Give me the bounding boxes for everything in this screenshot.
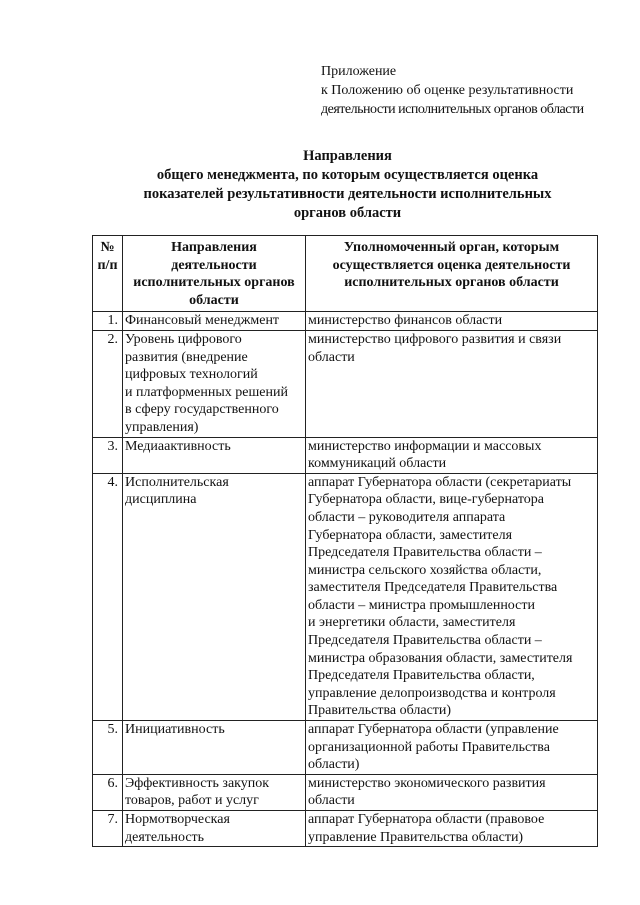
direction-line: цифровых технологий — [125, 367, 258, 383]
authority-line: министерство информации и массовых — [308, 438, 542, 454]
authority-line: коммуникаций области — [308, 456, 447, 472]
header-line: исполнительных органов области — [344, 275, 559, 291]
direction-cell — [123, 774, 306, 810]
direction-cell — [123, 811, 306, 847]
authority-line: Председателя Правительства области – — [308, 633, 542, 649]
title-line-3: показателей результативности деятельности исполнительных — [143, 186, 552, 202]
direction-cell — [123, 721, 306, 775]
authority-line: Губернатора области, заместителя — [308, 527, 513, 543]
table-row — [93, 774, 598, 810]
direction-line: Финансовый менеджмент — [125, 313, 280, 329]
title-line-4: органов области — [293, 205, 402, 221]
row-number: 6. — [93, 774, 123, 810]
authority-line: организационной работы Правительства — [308, 739, 550, 755]
appendix-line-1: Приложение — [321, 64, 397, 79]
direction-line: развития (внедрение — [125, 349, 248, 365]
direction-line: дисциплина — [125, 492, 197, 508]
authority-cell — [306, 437, 598, 473]
authority-line: Председателя Правительства области – — [308, 545, 542, 561]
table-row — [93, 811, 598, 847]
authority-cell — [306, 721, 598, 775]
authority-cell — [306, 774, 598, 810]
header-line: Уполномоченный орган, которым — [343, 240, 560, 255]
direction-cell — [123, 473, 306, 720]
appendix-note — [321, 62, 584, 119]
authority-line: министра образования области, заместителя — [308, 650, 573, 666]
authority-line: министра сельского хозяйства области, — [308, 562, 542, 578]
authority-cell — [306, 811, 598, 847]
header-line: области — [189, 292, 239, 308]
authority-line: управление Правительства области) — [308, 829, 524, 845]
direction-line: в сферу государственного — [125, 402, 279, 418]
header-num — [93, 236, 123, 312]
authority-line: аппарат Губернатора области (секретариаты — [308, 474, 572, 490]
table-header-row — [93, 236, 598, 312]
direction-line: управления) — [125, 419, 199, 435]
authority-line: области – министра промышленности — [308, 597, 535, 613]
direction-line: Уровень цифрового — [125, 331, 242, 347]
authority-line: аппарат Губернатора области (правовое — [308, 812, 545, 827]
authority-line: министерство цифрового развития и связи — [308, 331, 562, 347]
direction-cell — [123, 330, 306, 437]
row-number: 4. — [93, 473, 123, 720]
row-number: 2. — [93, 330, 123, 437]
table-body — [93, 312, 598, 847]
direction-line: и платформенных решений — [125, 384, 288, 400]
authority-line: Председателя Правительства области, — [308, 668, 535, 684]
direction-line: деятельность — [125, 829, 205, 845]
header-authority — [306, 236, 598, 312]
table-row — [93, 721, 598, 775]
header-line: деятельности — [171, 257, 257, 273]
header-line: № — [100, 240, 115, 255]
title-line-1: Направления — [303, 148, 392, 164]
direction-line: товаров, работ и услуг — [125, 793, 259, 809]
row-number: 5. — [93, 721, 123, 775]
direction-cell — [123, 312, 306, 331]
header-line: п/п — [97, 257, 118, 273]
appendix-line-2: к Положению об оценке результативности — [321, 83, 574, 98]
authority-line: управление делопроизводства и контроля — [308, 685, 556, 701]
header-line: осуществляется оценка деятельности — [332, 257, 571, 273]
direction-line: Нормотворческая — [125, 812, 230, 827]
authority-line: области — [308, 793, 355, 809]
authority-line: министерство экономического развития — [308, 775, 546, 791]
authority-line: министерство финансов области — [308, 313, 503, 329]
direction-line: Инициативность — [125, 722, 225, 738]
appendix-line-3: деятельности исполнительных органов области — [321, 102, 584, 117]
table-row — [93, 312, 598, 331]
header-direction — [123, 236, 306, 312]
authority-line: области — [308, 349, 355, 365]
direction-line: Медиаактивность — [125, 438, 231, 454]
header-line: исполнительных органов — [133, 275, 295, 291]
authority-line: Губернатора области, вице-губернатора — [308, 492, 544, 508]
direction-line: Исполнительская — [125, 474, 229, 490]
authority-cell — [306, 473, 598, 720]
direction-line: Эффективность закупок — [125, 775, 270, 791]
row-number: 1. — [93, 312, 123, 331]
authority-line: заместителя Председателя Правительства — [308, 580, 558, 596]
title-line-2: общего менеджмента, по которым осуществляется оценка — [156, 167, 539, 183]
directions-table — [92, 235, 598, 847]
direction-cell — [123, 437, 306, 473]
table-row — [93, 437, 598, 473]
row-number: 3. — [93, 437, 123, 473]
table-row — [93, 330, 598, 437]
authority-cell — [306, 330, 598, 437]
authority-line: области – руководителя аппарата — [308, 509, 506, 525]
authority-line: аппарат Губернатора области (управление — [308, 722, 559, 738]
document-title — [100, 147, 595, 223]
authority-line: Правительства области) — [308, 703, 452, 719]
header-line: Направления — [171, 240, 257, 255]
authority-line: и энергетики области, заместителя — [308, 615, 516, 631]
authority-line: области) — [308, 757, 360, 773]
table-row — [93, 473, 598, 720]
authority-cell — [306, 312, 598, 331]
row-number: 7. — [93, 811, 123, 847]
